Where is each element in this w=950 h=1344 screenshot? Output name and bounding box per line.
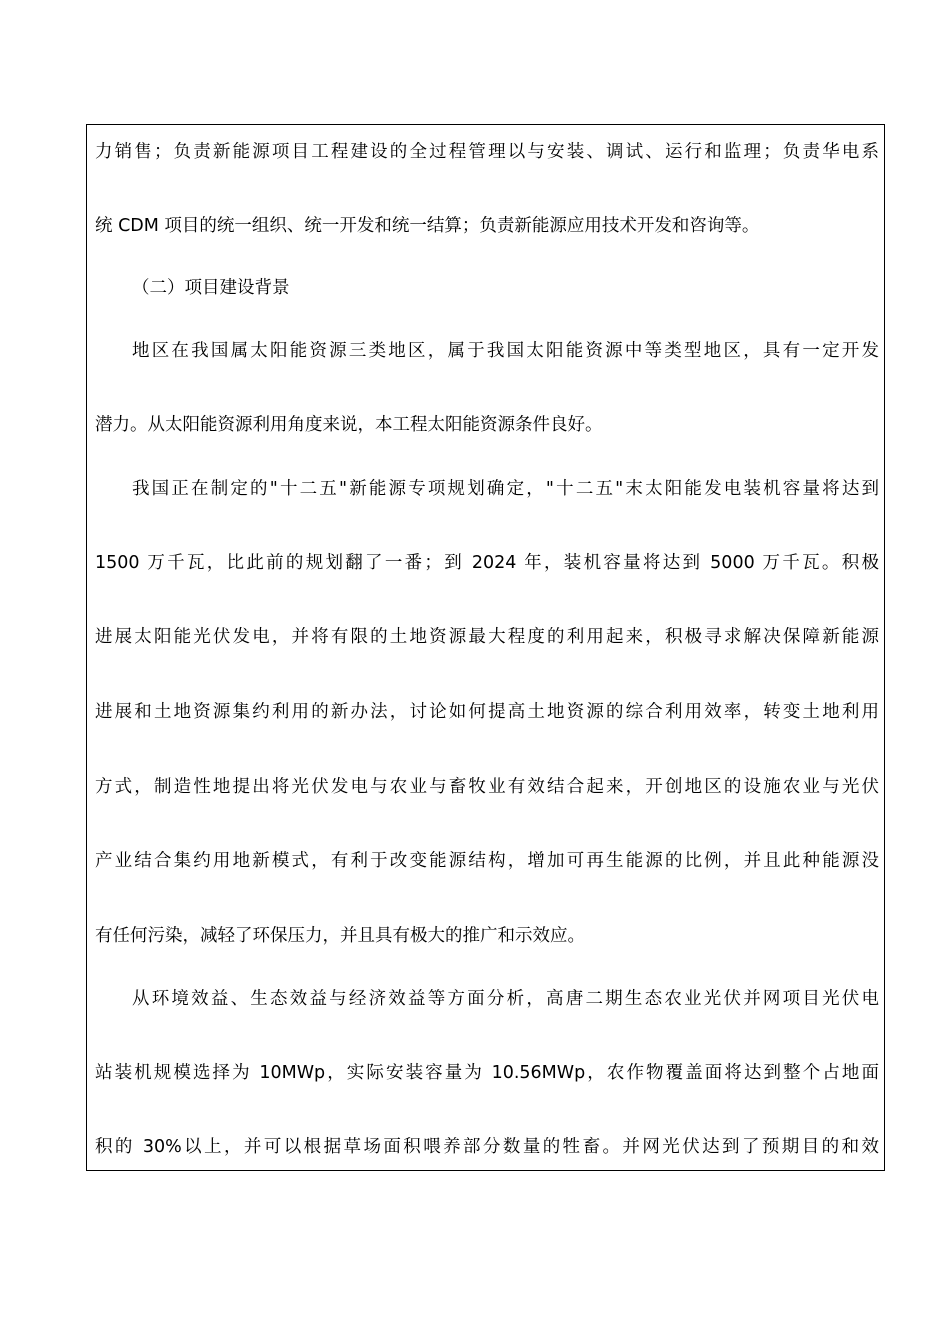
paragraph-line-5: 我国正在制定的"十二五"新能源专项规划确定，"十二五"末太阳能发电装机容量将达到 [132, 479, 879, 499]
paragraph-line-3: 地区在我国属太阳能资源三类地区，属于我国太阳能资源中等类型地区，具有一定开发 [132, 341, 879, 361]
paragraph-line-8: 进展和土地资源集约利用的新办法，讨论如何提高土地资源的综合利用效率，转变土地利用 [95, 702, 879, 722]
paragraph-line-10: 产业结合集约用地新模式，有利于改变能源结构，增加可再生能源的比例，并且此种能源没 [95, 851, 879, 871]
paragraph-line-1: 力销售；负责新能源项目工程建设的全过程管理以与安装、调试、运行和监理；负责华电系 [95, 142, 879, 162]
paragraph-line-11: 有任何污染，减轻了环保压力，并且具有极大的推广和示效应。 [95, 926, 585, 946]
paragraph-line-14: 积的 30%以上，并可以根据草场面积喂养部分数量的牲畜。并网光伏达到了预期目的和效 [95, 1137, 879, 1157]
paragraph-line-9: 方式，制造性地提出将光伏发电与农业与畜牧业有效结合起来，开创地区的设施农业与光伏 [95, 777, 879, 797]
paragraph-line-6: 1500 万千瓦，比此前的规划翻了一番；到 2024 年，装机容量将达到 5000 万千瓦。积极 [95, 553, 879, 573]
paragraph-line-2: 统 CDM 项目的统一组织、统一开发和统一结算；负责新能源应用技术开发和咨询等。 [95, 216, 760, 236]
paragraph-line-4: 潜力。从太阳能资源利用角度来说，本工程太阳能资源条件良好。 [95, 415, 603, 435]
paragraph-line-13: 站装机规模选择为 10MWp，实际安装容量为 10.56MWp，农作物覆盖面将达到整个占地面 [95, 1063, 879, 1083]
section-heading-project-background: （二）项目建设背景 [132, 278, 290, 298]
paragraph-line-12: 从环境效益、生态效益与经济效益等方面分析，高唐二期生态农业光伏并网项目光伏电 [132, 989, 879, 1009]
paragraph-line-7: 进展太阳能光伏发电，并将有限的土地资源最大程度的利用起来，积极寻求解决保障新能源 [95, 627, 879, 647]
